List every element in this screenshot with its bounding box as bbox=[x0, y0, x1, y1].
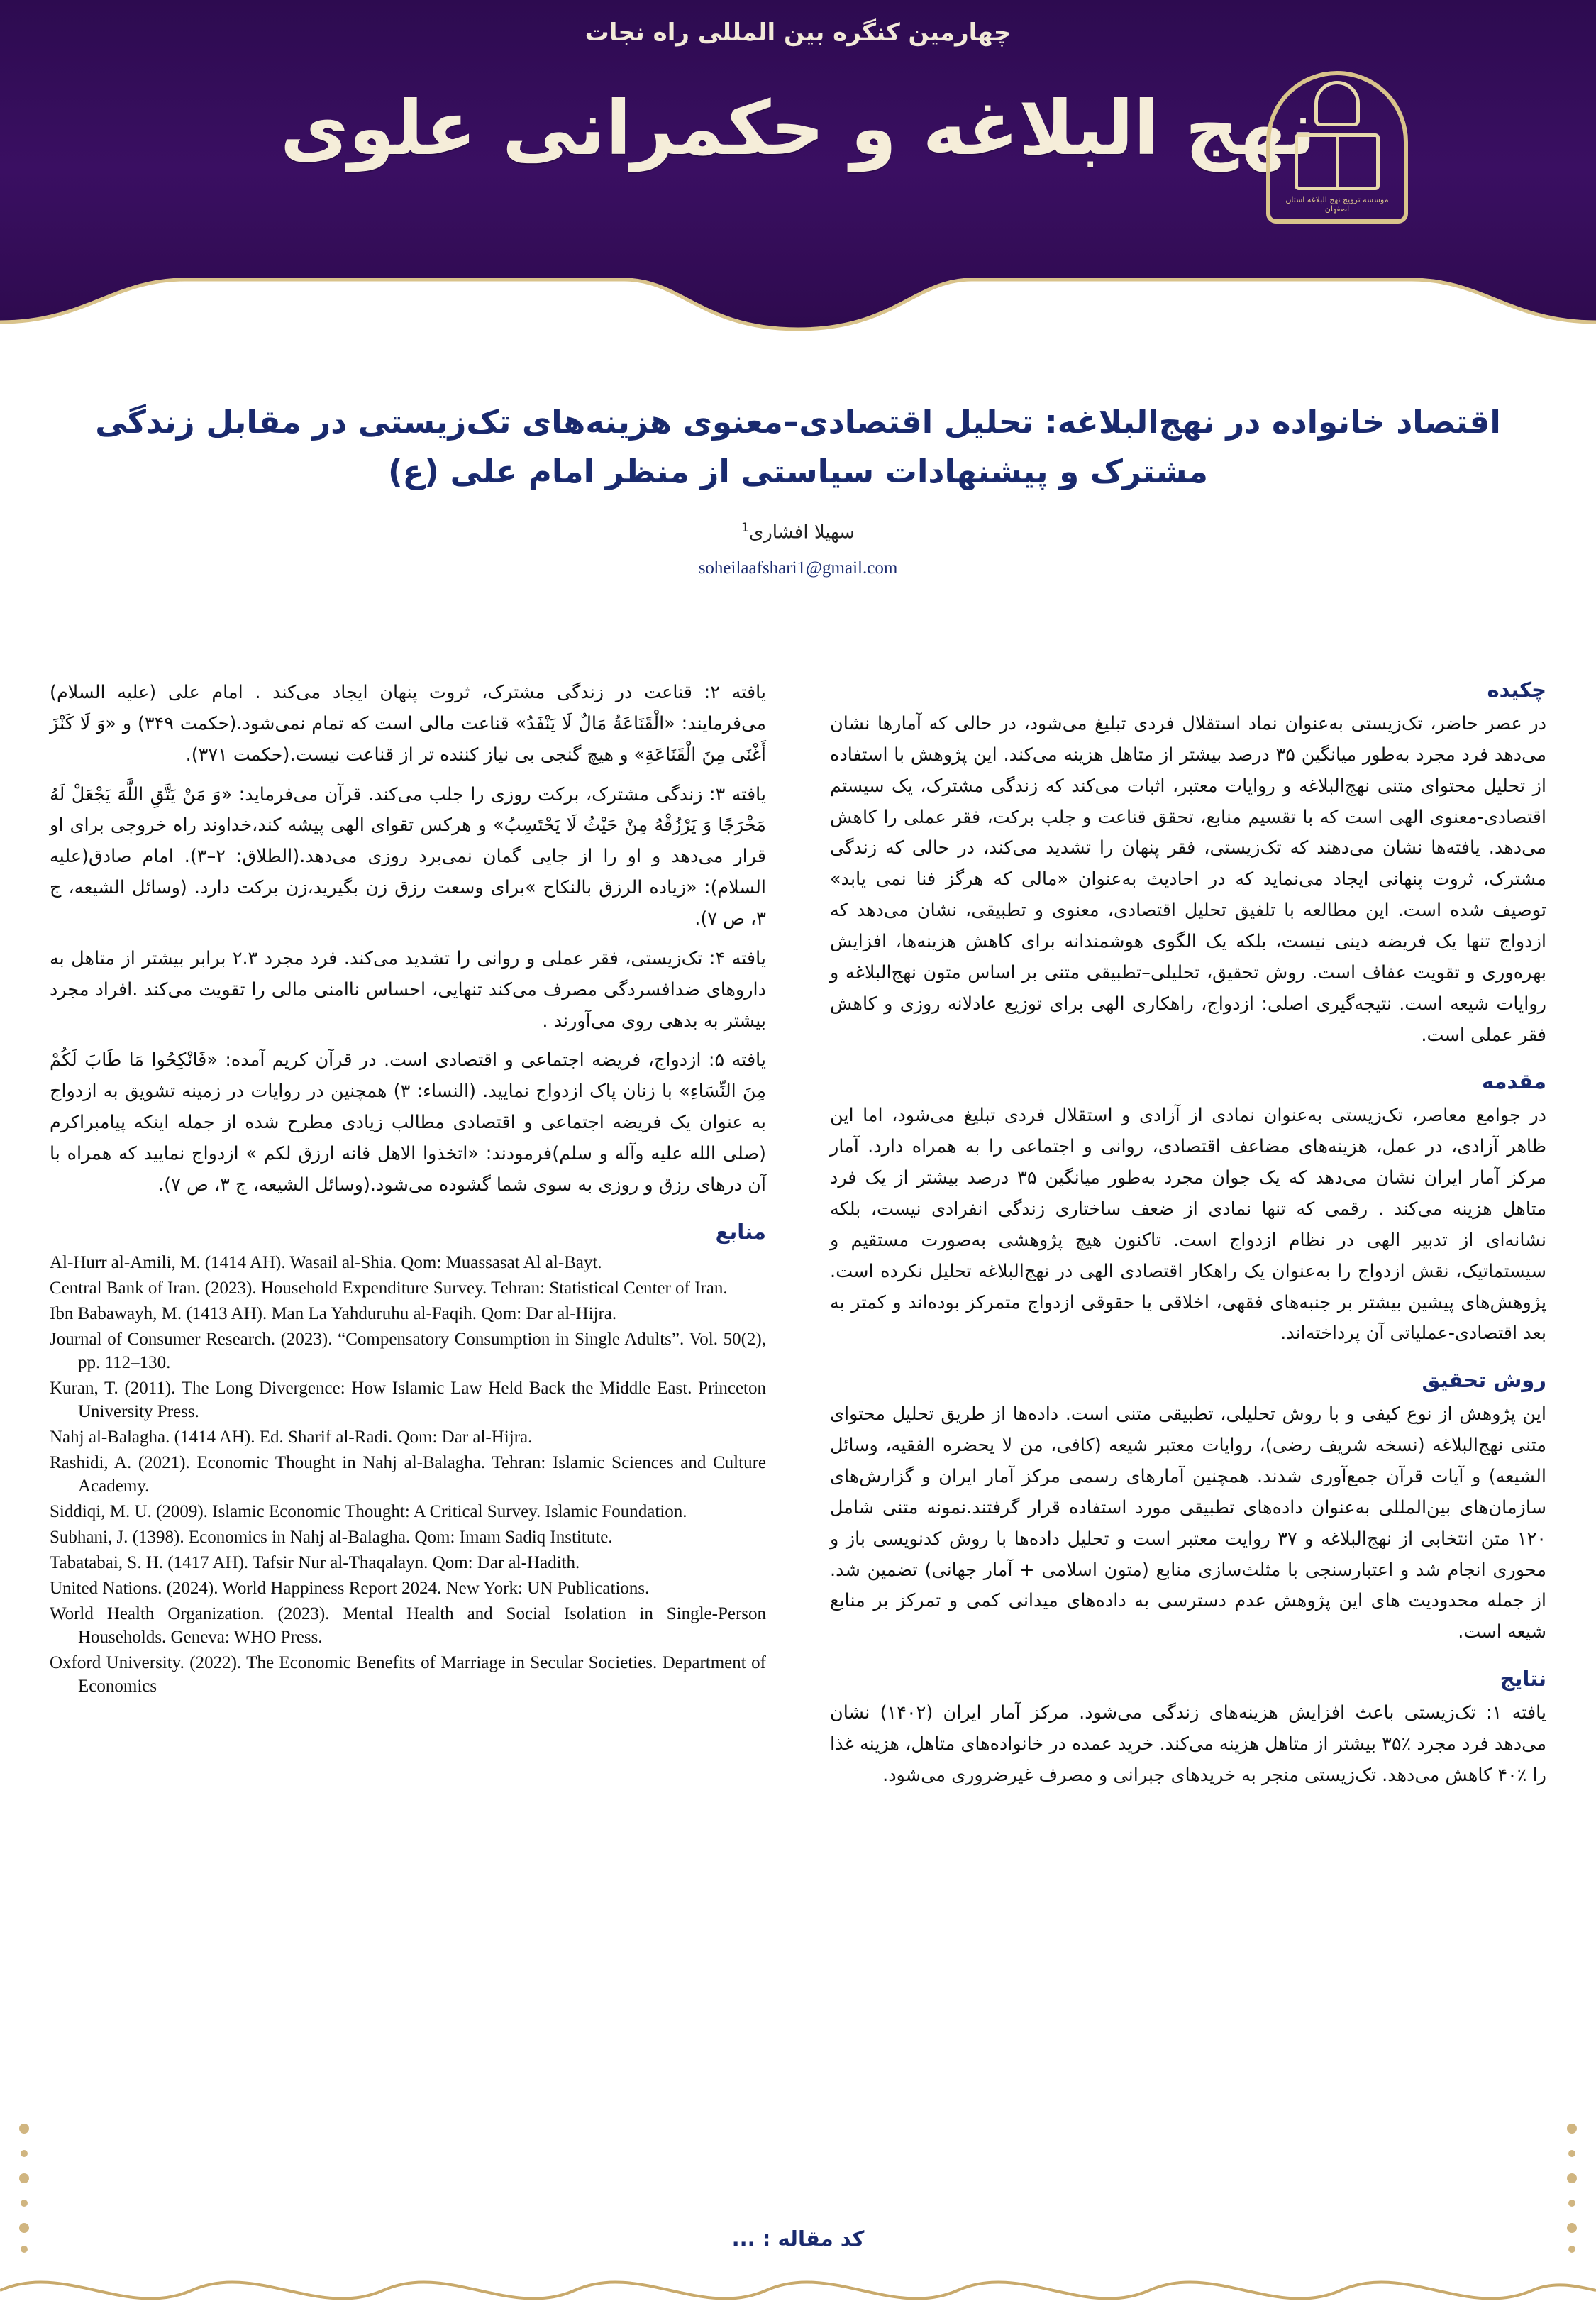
left-side-ornament bbox=[10, 2114, 38, 2256]
institute-emblem bbox=[1266, 71, 1408, 224]
left-column bbox=[50, 678, 766, 1700]
book-icon bbox=[1295, 133, 1380, 190]
reference-item: United Nations. (2024). World Happiness Report 2024. New York: UN Publications. bbox=[50, 1578, 650, 1598]
results-text: یافته ۱: تک‌زیستی باعث افزایش هزینه‌های زندگی می‌شود. مرکز آمار ایران (۱۴۰۲) نشان می‌دهد فرد مجرد ٪۳۵ بیشتر از متاهل هزینه می‌کند. خرید عمده در خانواده‌های متاهل، هزینه غذا را ٪۴۰ کاهش می‌دهد. تک‌زیستی منجر به خریدهای جبرانی و مصرف غیرضروری می‌شود. bbox=[830, 1702, 1546, 1786]
reference-item: Al-Hurr al-Amili, M. (1414 AH). Wasail al-Shia. Qom: Muassasat Al al-Bayt. bbox=[50, 1252, 602, 1272]
section-heading-results: نتایج bbox=[1500, 1667, 1546, 1692]
reference-list bbox=[50, 1251, 766, 1698]
finding-item: یافته ۴: تک‌زیستی، فقر عملی و روانی را تشدید می‌کند. فرد مجرد ۲.۳ برابر بیشتر از متاهل به داروهای ضدافسردگی مصرف می‌کند تنهایی، احساس ناامنی مالی را تقویت می‌کند .افراد مجرد بیشتر به بدهی روی می‌آورند . bbox=[50, 947, 766, 1032]
reference-item: World Health Organization. (2023). Mental Health and Social Isolation in Single-Person Households. Geneva: WHO Press. bbox=[50, 1604, 766, 1647]
reference-item: Oxford University. (2022). The Economic Benefits of Marriage in Secular Societies. Department of Economics bbox=[50, 1653, 766, 1696]
reference-item: Subhani, J. (1398). Economics in Nahj al-Balagha. Qom: Imam Sadiq Institute. bbox=[50, 1527, 613, 1547]
page-banner bbox=[0, 0, 1596, 376]
dome-icon bbox=[1314, 81, 1360, 126]
congress-title: چهارمین کنگره بین المللی راه نجات bbox=[584, 18, 1012, 47]
finding-item: یافته ۳: زندگی مشترک، برکت روزی را جلب می‌کند. قرآن می‌فرماید: «وَ مَنْ یَتَّقِ اللَّهَ یَجْعَلْ لَهُ مَخْرَجًا وَ یَرْزُقْهُ مِنْ حَیْثُ لَا یَحْتَسِبُ» و هرکس تقوای الهی پیشه کند،خداوند راه خروجی برای او قرار می‌دهد و او را از جایی گمان نمی‌برد روزی می‌دهد.(الطلاق: ۲–۳). امام صادق(علیه السلام): «زیاده الرزق بالنکاح »برای وسعت رزق زن بگیرید،زن برکت دارد. (وسائل الشیعه، ج ۳، ص ۷). bbox=[50, 783, 767, 930]
section-heading-references: منابع bbox=[715, 1219, 766, 1244]
introduction-text: در جوامع معاصر، تک‌زیستی به‌عنوان نمادی از آزادی و استقلال فردی تبلیغ می‌شود، اما این ظاهر آزادی، در عمل، هزینه‌های مضاعف اقتصادی، روانی و اجتماعی را به همراه دارد. آمار مرکز آمار ایران نشان می‌دهد که یک جوان مجرد به‌طور میانگین ۳۵ درصد بیشتر از یک فرد متاهل هزینه می‌کند . رقمی که تنها نمادی از ضعف ساختاری زندگی انفرادی نیست، بلکه نشانه‌ای از تدبیر الهی در نظام ازدواج است. تاکنون هیچ پژوهشی به‌صورت مستقیم و سیستماتیک، نقش ازدواج را به‌عنوان یک راهکار اقتصادی الهی در نهج‌البلاغه تحلیل نکرده است. پژوهش‌های پیشین بیشتر بر جنبه‌های فقهی، اخلاقی یا حقوقی ازدواج متمرکز بوده‌اند و کمتر به بعد اقتصادی-عملیاتی آن پرداخته‌اند. bbox=[830, 1105, 1547, 1345]
author-line bbox=[43, 521, 1553, 544]
section-heading-introduction: مقدمه bbox=[1481, 1069, 1546, 1094]
article-code: کد مقاله : ... bbox=[731, 2227, 865, 2251]
section-heading-abstract: چکیده bbox=[1487, 678, 1546, 702]
reference-item: Kuran, T. (2011). The Long Divergence: How Islamic Law Held Back the Middle East. Princeton University Press. bbox=[50, 1378, 766, 1421]
page-title: اقتصاد خانواده در نهج‌البلاغه: تحلیل اقتصادی–معنوی هزینه‌های تک‌زیستی در مقابل زندگی مشترک و پیشنهادات سیاستی از منظر امام علی (ع) bbox=[95, 403, 1501, 490]
reference-item: Rashidi, A. (2021). Economic Thought in Nahj al-Balagha. Tehran: Islamic Sciences and Culture Academy. bbox=[50, 1452, 766, 1496]
reference-item: Central Bank of Iran. (2023). Household Expenditure Survey. Tehran: Statistical Center of Iran. bbox=[50, 1278, 728, 1298]
body-columns bbox=[50, 678, 1546, 2224]
emblem-caption: موسسه ترویج نهج البلاغه استان اصفهان bbox=[1285, 194, 1389, 214]
banner-scallop-edge bbox=[0, 278, 1596, 376]
method-text: این پژوهش از نوع کیفی و با روش تحلیلی، تطبیقی متنی است. داده‌ها از طریق تحلیل محتوای متنی نهج‌البلاغه (نسخه شریف رضی)، روایات معتبر شیعه (کافی، من لا یحضره الفقیه، وسائل الشیعه) و آیات قرآن جمع‌آوری شدند. همچنین آمارهای رسمی مرکز آمار ایران و گزارش‌های سازمان‌های بین‌المللی به‌عنوان داده‌های تطبیقی مورد استفاده قرار گرفتند.نمونه متنی شامل ۱۲۰ متن انتخابی از نهج‌البلاغه و ۳۷ روایت معتبر است و تحلیل داده‌ها با روش کدنویسی باز و محوری انجام شد و اعتبارسنجی با مثلث‌سازی منابع (متون اسلامی + آمار جهانی) تضمین شد. از جمله محدودیت های این پژوهش عدم دسترسی به داده‌های میدانی کمی و تمرکز بر منابع شیعه است. bbox=[830, 1403, 1546, 1643]
calligraphy-logo: نهج البلاغه و حکمرانی علوی bbox=[279, 85, 1317, 172]
emblem-frame bbox=[1266, 71, 1408, 224]
author-email[interactable]: soheilaafshari1@gmail.com bbox=[698, 558, 898, 578]
abstract-text: در عصر حاضر، تک‌زیستی به‌عنوان نماد استقلال فردی تبلیغ می‌شود، در حالی که آمارها نشان می‌دهد فرد مجرد به‌طور میانگین ۳۵ درصد بیشتر از متاهل هزینه می‌کند. این پژوهش با استفاده از تحلیل محتوای متنی نهج‌البلاغه و روایات معتبر، اثبات می‌کند که زندگی مشترک، یک سیستم اقتصادی-معنوی الهی است که با تقسیم منابع، تحقق قناعت و جلب برکت، فقر عملی را کاهش می‌دهد. یافته‌ها نشان می‌دهند که تک‌زیستی، فقر پنهان را تشدید می‌کند، در حالی که زندگی مشترک، ثروت پنهانی ایجاد می‌نماید که در احادیث به‌عنوان «مالی که هرگز فنا نمی یابد» توصیف شده است. این مطالعه با تلفیق تحلیل اقتصادی، معنوی و تطبیقی، نشان می‌دهد که ازدواج تنها یک فریضه دینی نیست، بلکه یک الگوی هوشمندانه برای کاهش هزینه‌ها، افزایش بهره‌وری و تقویت عفاف است. روش تحقیق، تحلیلی–تطبیقی متنی بر اساس متون نهج‌البلاغه و روایات شیعه است. نتیجه‌گیری اصلی: ازدواج، راهکاری الهی برای توزیع عادلانه روزی و کاهش فقر عملی است. bbox=[830, 713, 1546, 1046]
right-side-ornament bbox=[1558, 2114, 1586, 2256]
title-block bbox=[43, 397, 1553, 578]
footer-ornament bbox=[0, 2262, 1596, 2306]
reference-item: Journal of Consumer Research. (2023). “Compensatory Consumption in Single Adults”. Vol. 50(2), pp. 112–130. bbox=[50, 1329, 766, 1372]
author-affiliation-marker: 1 bbox=[741, 520, 749, 535]
section-heading-method: روش تحقیق bbox=[1422, 1368, 1546, 1393]
finding-item: یافته ۵: ازدواج، فریضه اجتماعی و اقتصادی است. در قرآن کریم آمده: «فَانْکِحُوا مَا طَابَ لَکُمْ مِنَ النِّسَاءِ» با زنان پاک ازدواج نمایید. (النساء: ۳) همچنین در روایات در زمینه تشویق به ازدواج به عنوان یک فریضه اجتماعی و اقتصادی مطالب زیادی مطرح شده از جمله اینکه پیامبراکرم (صلی الله علیه وآله و سلم)فرمودند: «اتخذوا الاهل فانه ارزق لکم » ازدواج نمایید که همراه با آن درهای رزق و روزی به سوی شما گشوده می‌شود.(وسائل الشیعه، ج ۳، ص ۷). bbox=[50, 1049, 766, 1196]
reference-item: Siddiqi, M. U. (2009). Islamic Economic Thought: A Critical Survey. Islamic Foundation. bbox=[50, 1501, 687, 1521]
reference-item: Tabatabai, S. H. (1417 AH). Tafsir Nur al-Thaqalayn. Qom: Dar al-Hadith. bbox=[50, 1552, 580, 1572]
right-column bbox=[830, 678, 1546, 1800]
reference-item: Ibn Babawayh, M. (1413 AH). Man La Yahduruhu al-Faqih. Qom: Dar al-Hijra. bbox=[50, 1303, 617, 1323]
reference-item: Nahj al-Balagha. (1414 AH). Ed. Sharif al-Radi. Qom: Dar al-Hijra. bbox=[50, 1427, 533, 1447]
finding-item: یافته ۲: قناعت در زندگی مشترک، ثروت پنهان ایجاد می‌کند . امام علی (علیه السلام) می‌فرمایند: «الْقَنَاعَةُ مَالٌ لَا یَنْفَدُ» قناعت مالی است که تمام نمی‌شود.(حکمت ۳۴۹) و «وَ لَا کَنْزَ أَغْنَى مِنَ الْقَنَاعَةِ» و هیچ گنجی بی نیاز کننده تر از قناعت نیست.(حکمت ۳۷۱). bbox=[50, 682, 767, 766]
author-name: سهیلا افشاری bbox=[748, 522, 855, 544]
